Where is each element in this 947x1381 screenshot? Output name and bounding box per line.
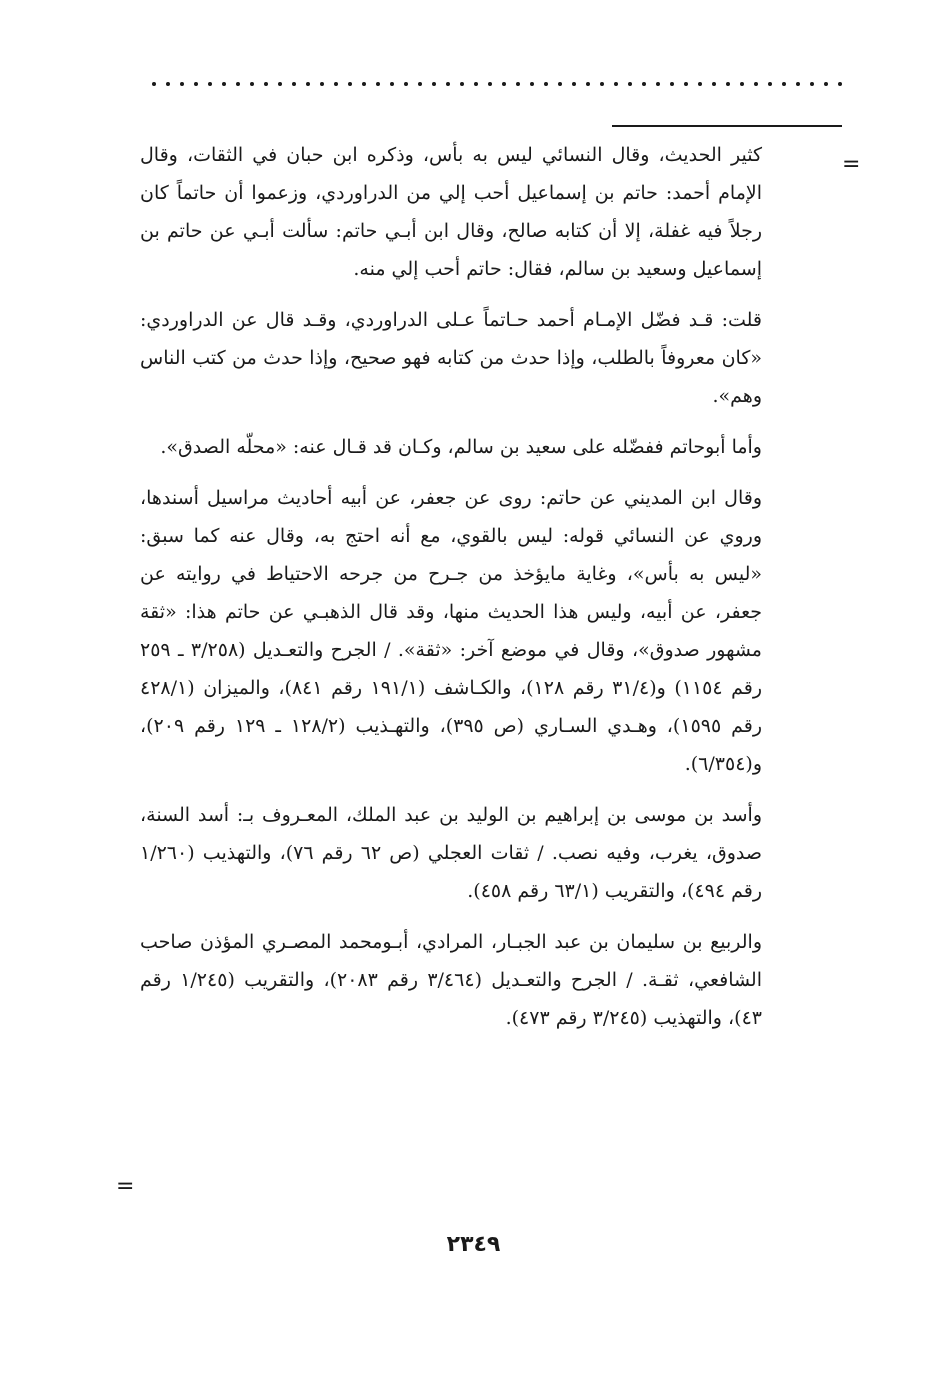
separator-dot [502,82,506,86]
page-number: ٢٣٤٩ [446,1232,501,1257]
separator-dot [348,82,352,86]
separator-dot [418,82,422,86]
separator-dot [670,82,674,86]
separator-dot [782,82,786,86]
separator-dot [292,82,296,86]
separator-dot [572,82,576,86]
separator-dot [824,82,828,86]
footnote-body [140,136,762,1050]
separator-dot [558,82,562,86]
separator-dot [488,82,492,86]
separator-dot [390,82,394,86]
section-rule [612,125,842,127]
separator-dot [278,82,282,86]
separator-dot [334,82,338,86]
separator-dot [712,82,716,86]
separator-dot [376,82,380,86]
separator-dot [264,82,268,86]
separator-dot [446,82,450,86]
separator-dot [250,82,254,86]
separator-dot [166,82,170,86]
separator-dot [600,82,604,86]
separator-dot [432,82,436,86]
separator-dot [810,82,814,86]
paragraph-1: كثير الحديث، وقال النسائي ليس به بأس، وذكره ابن حبان في الثقات، وقال الإمام أحمد: حاتم بن إسماعيل أحب إلي من الدراوردي، وزعموا أن حاتماً كان رجلاً فيه غفلة، إلا أن كتابه صالح، وقال ابن أبـي حاتم: سألت أبـي عن حاتم بن إسماعيل وسعيد بن سالم، فقال: حاتم أحب إلي منه. [140,144,762,280]
separator-dot [474,82,478,86]
separator-dot [362,82,366,86]
separator-dot [460,82,464,86]
separator-dot [698,82,702,86]
paragraph-2: قلت: قـد فضّل الإمـام أحمد حـاتماً عـلى الدراوردي، وقـد قال عن الدراوردي: «كان معروفاً بالطلب، وإذا حدث من كتابه فهو صحيح، وإذا حدث من كتب الناس وهم». [140,309,762,407]
separator-dot [152,82,156,86]
paragraph-5: وأسد بن موسى بن إبراهيم بن الوليد بن عبد الملك، المعـروف بـ: أسد السنة، صدوق، يغرب، وفيه نصب. / ثقات العجلي (ص ٦٢ رقم ٧٦)، والتهذيب (١/٢٦٠ رقم ٤٩٤)، والتقريب (٦٣/١ رقم ٤٥٨). [140,804,762,902]
paragraph-4: وقال ابن المديني عن حاتم: روى عن جعفر، عن أبيه أحاديث مراسيل أسندها، وروي عن النسائي قوله: ليس بالقوي، مع أنه احتج به، وقال عنه كما سبق: «ليس به بأس»، وغاية مايؤخذ من جـرح من جرحه الاحتياط في روايته عن جعفر، عن أبيه، وليس هذا الحديث منها، وقد قال الذهبـي عن حاتم هذا: «ثقة مشهور صدوق»، وقال في موضع آخر: «ثقة». / الجرح والتعـديل (٣/٢٥٨ ـ ٢٥٩ رقم ١١٥٤) و(٣١/٤ رقم ١٢٨)، والكـاشف (١٩١/١ رقم ٨٤١)، والميزان (٤٢٨/١ رقم ١٥٩٥)، وهـدي السـاري (ص ٣٩٥)، والتهـذيب (١٢٨/٢ ـ ١٢٩ رقم ٢٠٩)، و(٦/٣٥٤). [140,487,763,775]
paragraph-6: والربيع بن سليمان بن عبد الجبـار، المرادي، أبـومحمد المصـري المؤذن صاحب الشافعي، ثقـة. / الجرح والتعـديل (٣/٤٦٤ رقم ٢٠٨٣)، والتقريب (١/٢٤٥ رقم ٤٣)، والتهذيب (٣/٢٤٥ رقم ٤٧٣). [140,931,762,1029]
separator-dot [516,82,520,86]
separator-dot [180,82,184,86]
separator-dot [208,82,212,86]
separator-dot [306,82,310,86]
separator-dot [726,82,730,86]
separator-dot [544,82,548,86]
separator-dot [796,82,800,86]
separator-dot [642,82,646,86]
separator-dot [684,82,688,86]
header-dot-separator [152,78,842,90]
separator-dot [404,82,408,86]
separator-dot [194,82,198,86]
separator-dot [586,82,590,86]
margin-mark-bottom: = [116,1174,135,1199]
separator-dot [628,82,632,86]
separator-dot [236,82,240,86]
separator-dot [222,82,226,86]
paragraph-3: وأما أبوحاتم ففضّله على سعيد بن سالم، وكـان قد قـال عنه: «محلّه الصدق». [160,436,762,458]
separator-dot [656,82,660,86]
separator-dot [320,82,324,86]
separator-dot [614,82,618,86]
separator-dot [740,82,744,86]
separator-dot [530,82,534,86]
margin-mark-top: = [842,152,861,177]
separator-dot [838,82,842,86]
separator-dot [754,82,758,86]
separator-dot [768,82,772,86]
